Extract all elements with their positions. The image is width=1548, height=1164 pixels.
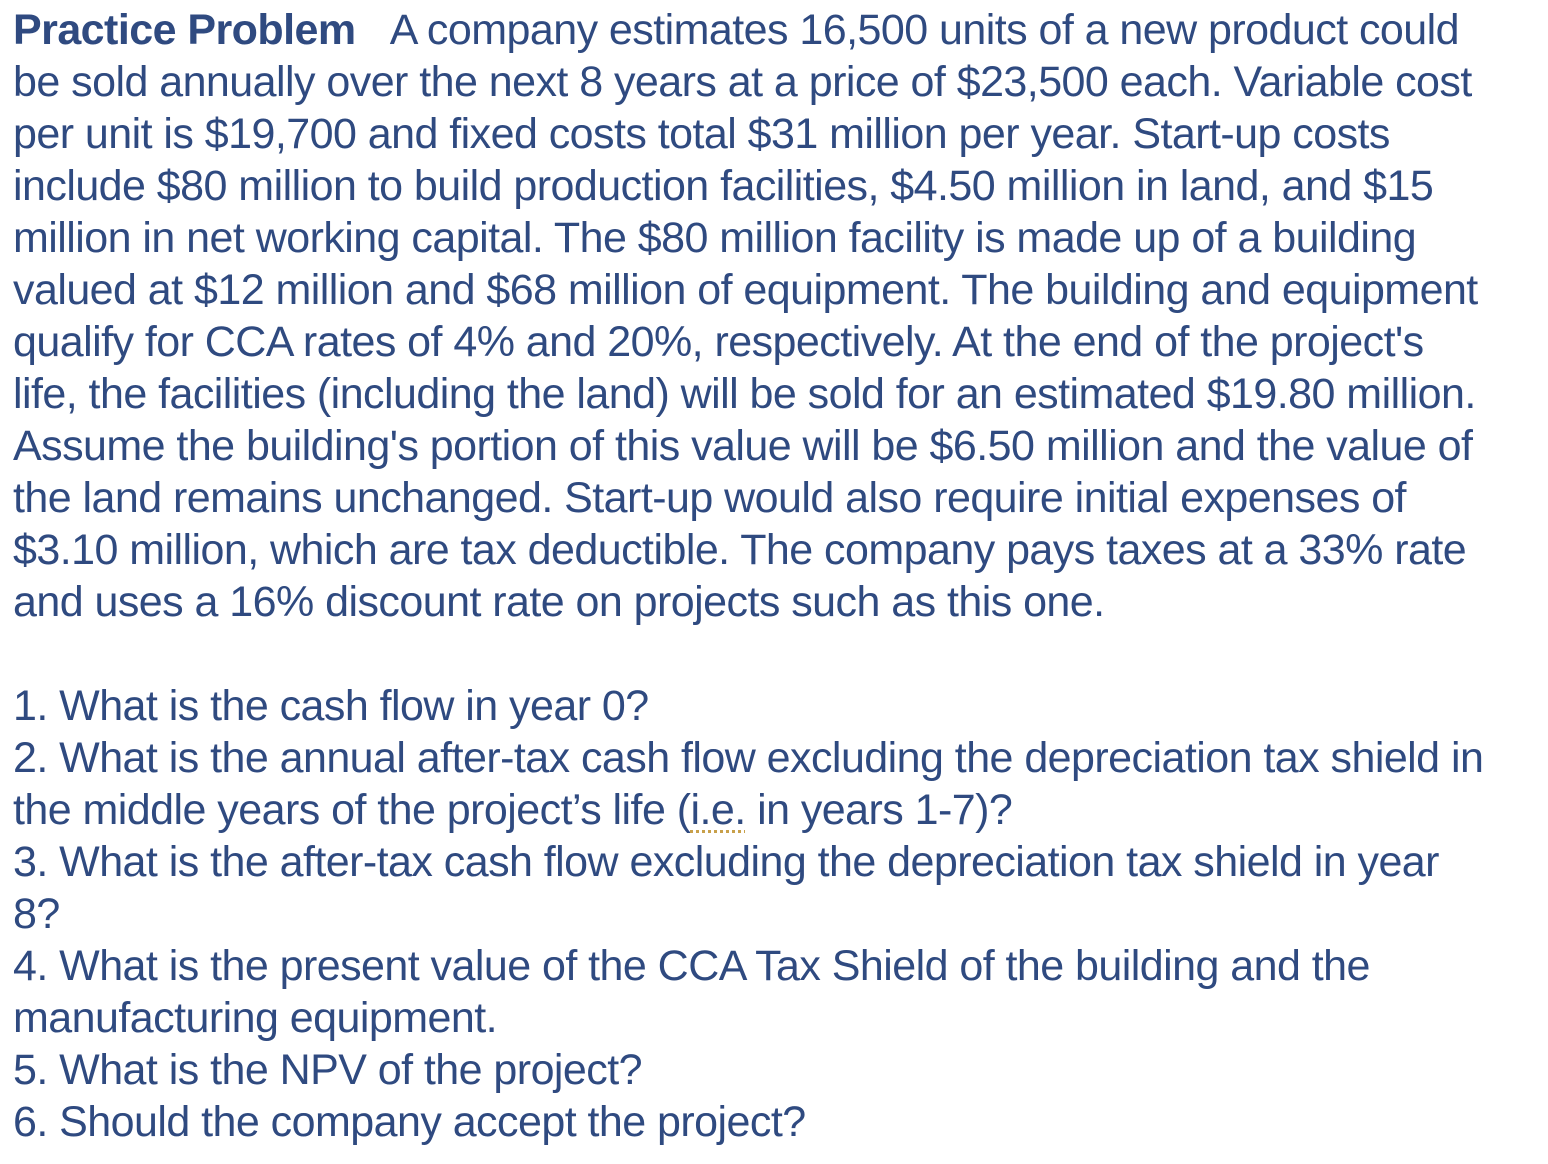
question-2-text-after: in years 1-7)?	[745, 786, 1013, 834]
problem-line-10: the land remains unchanged. Start-up would also require initial expenses of	[13, 474, 1406, 522]
spellcheck-marked-word[interactable]: i.e.	[690, 786, 746, 834]
problem-line-2: be sold annually over the next 8 years at a price of $23,500 each. Variable cost	[13, 58, 1472, 106]
problem-heading: Practice Problem	[13, 6, 356, 54]
question-3-line-1: 3. What is the after-tax cash flow excluding the depreciation tax shield in year	[13, 838, 1439, 886]
problem-line-4: include $80 million to build production facilities, $4.50 million in land, and $15	[13, 162, 1434, 210]
question-2-text-before: the middle years of the project’s life (	[13, 786, 691, 834]
problem-line-9: Assume the building's portion of this value will be $6.50 million and the value of	[13, 422, 1473, 470]
question-5: 5. What is the NPV of the project?	[13, 1046, 643, 1094]
practice-problem-document	[13, 4, 1543, 1148]
question-1: 1. What is the cash flow in year 0?	[13, 682, 649, 730]
problem-text: A company estimates 16,500 units of a new product could	[389, 6, 1460, 54]
question-4-line-2: manufacturing equipment.	[13, 994, 497, 1042]
problem-line-3: per unit is $19,700 and fixed costs total $31 million per year. Start-up costs	[13, 110, 1390, 158]
question-list	[13, 680, 1543, 1148]
question-4-line-1: 4. What is the present value of the CCA Tax Shield of the building and the	[13, 942, 1370, 990]
problem-statement	[13, 4, 1543, 628]
question-6: 6. Should the company accept the project?	[13, 1098, 806, 1146]
problem-line-1	[13, 4, 1543, 56]
problem-line-8: life, the facilities (including the land) will be sold for an estimated $19.80 million.	[13, 370, 1476, 418]
question-3-line-2: 8?	[13, 890, 60, 938]
problem-line-6: valued at $12 million and $68 million of equipment. The building and equipment	[13, 266, 1478, 314]
paragraph-gap	[13, 628, 1543, 680]
question-2-line-1: 2. What is the annual after-tax cash flow excluding the depreciation tax shield in	[13, 734, 1484, 782]
problem-line-7: qualify for CCA rates of 4% and 20%, respectively. At the end of the project's	[13, 318, 1424, 366]
problem-line-12: and uses a 16% discount rate on projects such as this one.	[13, 578, 1105, 626]
question-2-line-2	[13, 784, 1543, 836]
problem-line-5: million in net working capital. The $80 million facility is made up of a building	[13, 214, 1417, 262]
problem-line-11: $3.10 million, which are tax deductible. The company pays taxes at a 33% rate	[13, 526, 1467, 574]
